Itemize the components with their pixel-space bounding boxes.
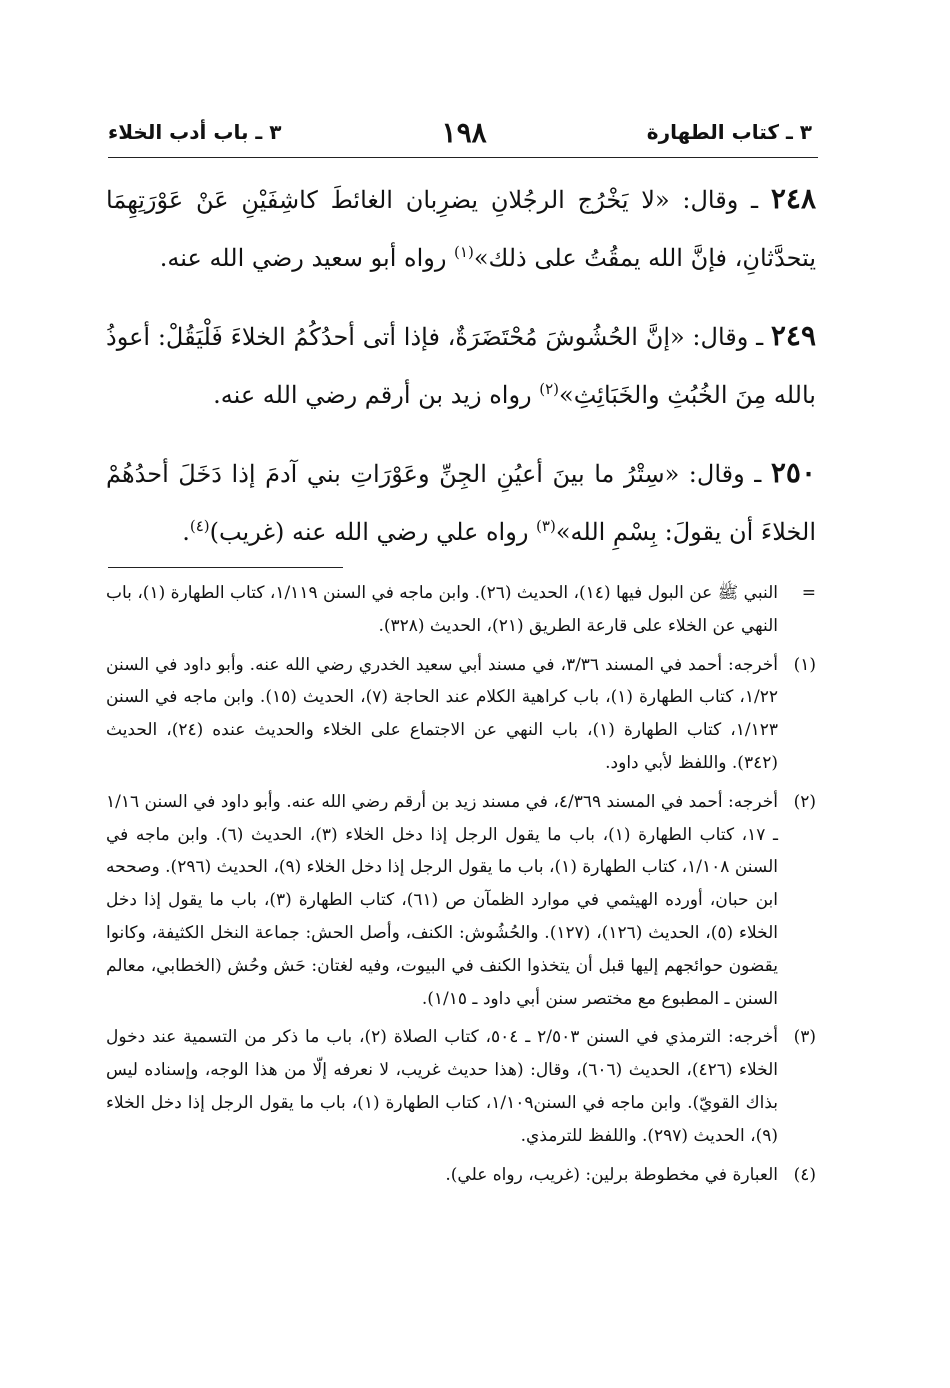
hadith-narrator: رواه أبو سعيد رضي الله عنه.: [159, 244, 455, 272]
footnote-text: أخرجه: أحمد في المسند ٤/٣٦٩، في مسند زيد بن أرقم رضي الله عنه. وأبو داود في السنن ١/١٦ ـ ١٧، كتاب الطهارة (١)، باب ما يقول الرجل إذا دخل الخلاء (٣)، الحديث (٦). وابن ماجه في السنن ١/١٠٨، كتاب الطهارة (١)، باب ما يقول الرجل إذا دخل الخلاء (٩)، الحديث (٢٩٦). وصححه ابن حبان، أورده الهيثمي في موارد الظمآن ص (٦١)، كتاب الطهارة (٣)، باب ما يقول إذا دخل الخلاء (٥)، الحديث (١٢٦)، (١٢٧). والحُشُوش: الكنف، وأصل الحش: جماعة النخل الكثيفة، وكانوا يقضون حوائجهم إليها قبل أن يتخذوا الكنف في البيوت، وفيه لغتان: حَش وحُش (الخطابي، معالم السنن ـ المطبوع مع مختصر سنن أبي داود ـ ١/١٥).: [106, 791, 778, 1009]
hadith-number: ٢٥٠: [770, 456, 816, 489]
header-divider: [108, 157, 818, 158]
footnotes: [106, 577, 816, 1197]
footnote-ref[interactable]: (١): [454, 243, 474, 261]
hadith-text: ـ وقال: «لا يَخْرُج الرجُلانِ يضرِبان الغائطَ كاشِفَيْنِ عَنْ عَوْرَتِهِمَا يتحدَّثانِ، فإنَّ الله يمقُتُ على ذلك»: [106, 186, 816, 272]
footnote-ref[interactable]: (٤): [189, 517, 210, 535]
footnote-divider: [108, 567, 343, 568]
footnote-mark: (١): [793, 654, 816, 675]
footnote-mark: =: [801, 583, 816, 603]
hadith-250: [106, 444, 816, 561]
footnote-1: [106, 649, 816, 780]
header-section-title: ٣ ـ باب أدب الخلاء: [108, 120, 282, 144]
hadith-number: ٢٤٨: [770, 182, 816, 215]
hadith-narrator: رواه زيد بن أرقم رضي الله عنه.: [213, 381, 540, 409]
footnote-text: أخرجه: الترمذي في السنن ٢/٥٠٣ ـ ٥٠٤، كتاب الصلاة (٢)، باب ما ذكر من التسمية عند دخول الخلاء (٤٢٦)، الحديث (٦٠٦)، وقال: (هذا حديث غريب، لا نعرفه إلّا من هذا الوجه، وإسناده ليس بذاك القويّ). وابن ماجه في السنن١/١٠٩، كتاب الطهارة (١)، باب ما يقول الرجل إذا دخل الخلاء (٩)، الحديث (٢٩٧). واللفظ للترمذي.: [106, 1027, 779, 1146]
page-number: ١٩٨: [441, 115, 487, 149]
hadith-list: [106, 170, 816, 581]
footnote-mark: (٤): [793, 1164, 816, 1185]
footnote-text: النبي ﷺ عن البول فيها (١٤)، الحديث (٢٦). وابن ماجه في السنن ١/١١٩، كتاب الطهارة (١)، باب النهي عن الخلاء على قارعة الطريق (٢١)، الحديث (٣٢٨).: [106, 583, 778, 636]
footnote-text: أخرجه: أحمد في المسند ٣/٣٦، في مسند أبي سعيد الخدري رضي الله عنه. وأبو داود في السنن ١/٢٢، كتاب الطهارة (١)، باب كراهية الكلام عند الحاجة (٧)، الحديث (١٥). وابن ماجه في السنن ١/١٢٣، كتاب الطهارة (١)، باب النهي عن الاجتماع على الخلاء والحديث عنده (٢٤)، الحديث (٣٤٢). واللفظ لأبي داود.: [106, 654, 779, 773]
footnote-text: العبارة في مخطوطة برلين: (غريب، رواه علي).: [445, 1164, 778, 1185]
hadith-249: [106, 307, 816, 424]
footnote-4: [106, 1159, 816, 1192]
running-header: [108, 112, 812, 152]
hadith-text: ـ وقال: «إنَّ الحُشُوشَ مُحْتَضَرَةٌ، فإذا أتى أحدُكُمُ الخلاءَ فَلْيَقُلْ: أعوذُ بالله مِنَ الخُبُثِ والخَبَائِثِ»: [106, 323, 816, 409]
footnote-ref[interactable]: (٣): [536, 517, 556, 535]
footnote-mark: (٢): [793, 791, 816, 812]
header-chapter-title: ٣ ـ كتاب الطهارة: [646, 120, 812, 144]
footnote-continued: [106, 577, 816, 643]
footnote-2: [106, 786, 816, 1016]
footnote-mark: (٣): [793, 1027, 816, 1048]
hadith-narrator: رواه علي رضي الله عنه (غريب): [209, 518, 537, 546]
hadith-248: [106, 170, 816, 287]
hadith-text: ـ وقال: «سِتْرُ ما بينَ أعيُنِ الجِنِّ وعَوْرَاتِ بني آدمَ إذا دَخَلَ أحدُهُمْ الخلاءَ أن يقولَ: بِسْمِ الله»: [106, 460, 816, 546]
footnote-ref[interactable]: (٢): [539, 380, 560, 398]
hadith-end: .: [182, 518, 190, 546]
hadith-number: ٢٤٩: [770, 319, 816, 352]
footnote-3: [106, 1021, 816, 1152]
